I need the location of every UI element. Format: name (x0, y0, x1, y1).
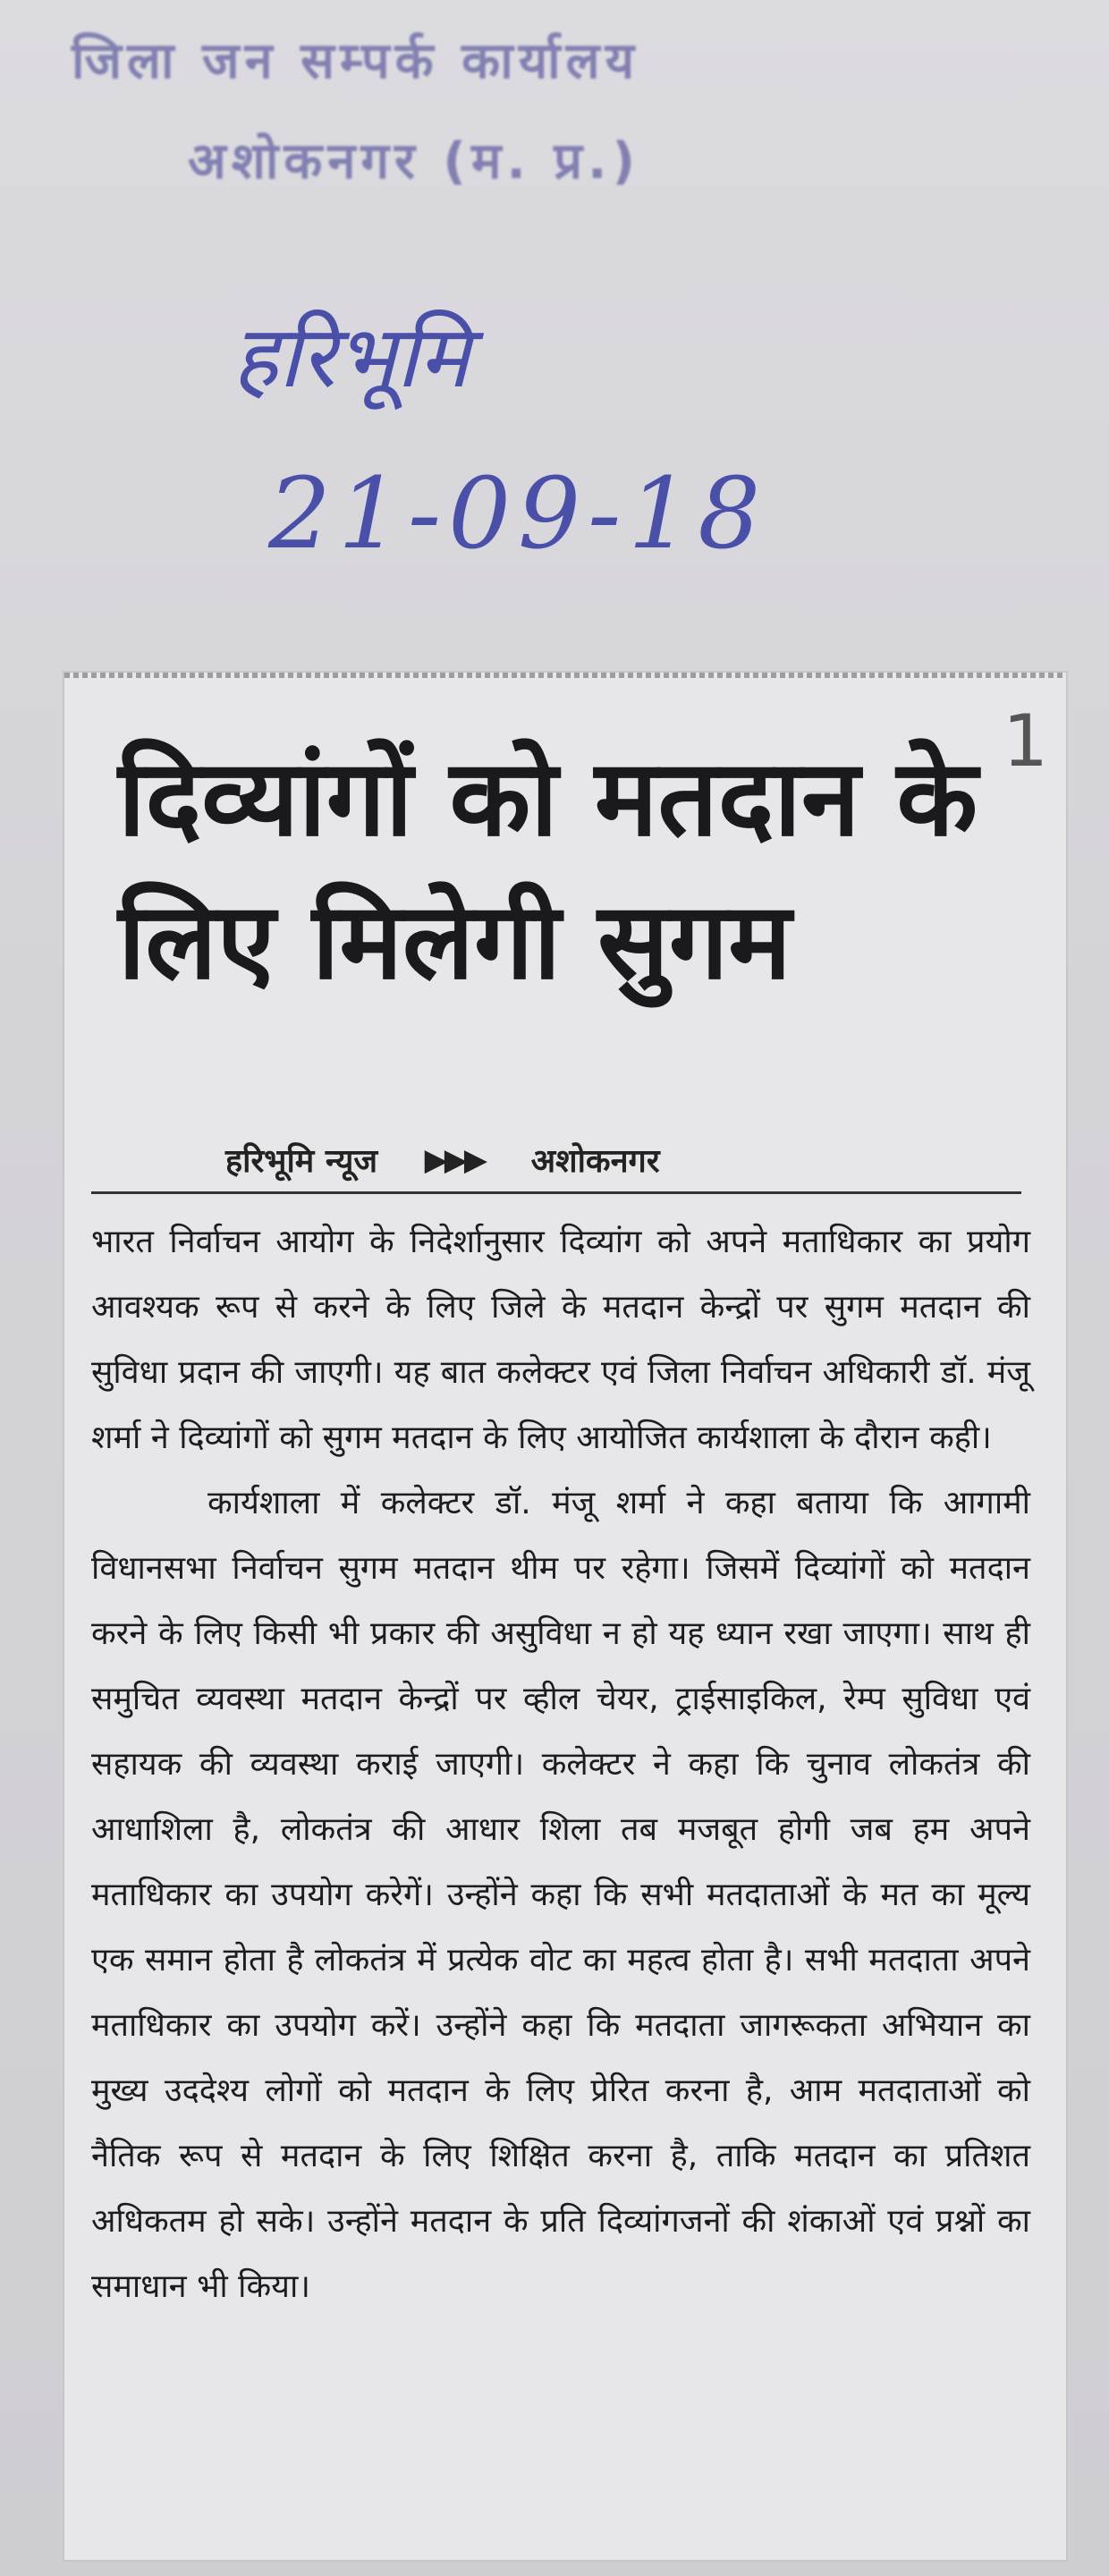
stamp-line-city: अशोकनगर (म. प्र.) (188, 132, 640, 191)
article-body (91, 1209, 1030, 2319)
handwritten-date: 21-09-18 (268, 456, 768, 571)
torn-edge (64, 673, 1066, 678)
handwritten-newspaper-name: हरिभूमि (233, 307, 470, 407)
byline-location: अशोकनगर (530, 1143, 660, 1180)
byline-separator: ▶▶▶ (424, 1141, 485, 1178)
newspaper-clipping (64, 673, 1066, 2560)
article-paragraph-1: भारत निर्वाचन आयोग के निदेर्शानुसार दिव्यांग को अपने मताधिकार का प्रयोग आवश्यक रूप से करने के लिए जिले के मतदान केन्द्रों पर सुगम मतदान की सुविधा प्रदान की जाएगी। यह बात कलेक्टर एवं जिला निर्वाचन अधिकारी डॉ. मंजू शर्मा ने दिव्यांगों को सुगम मतदान के लिए आयोजित कार्यशाला के दौरान कही। (91, 1224, 1030, 1456)
byline (225, 1138, 1030, 1182)
headline: दिव्यांगों को मतदान के लिए मिलेगी सुगम (118, 736, 978, 1003)
office-stamp (63, 9, 868, 191)
byline-source: हरिभूमि न्यूज (225, 1143, 378, 1180)
stamp-line-office: जिला जन सम्पर्क कार्यालय (72, 32, 640, 90)
byline-divider (91, 1191, 1021, 1194)
corner-mark: 1 (1003, 699, 1048, 783)
article-paragraph-2: कार्यशाला में कलेक्टर डॉ. मंजू शर्मा ने कहा बताया कि आगामी विधानसभा निर्वाचन सुगम मतदान थीम पर रहेगा। जिसमें दिव्यांगों को मतदान करने के लिए किसी भी प्रकार की असुविधा न हो यह ध्यान रखा जाएगा। साथ ही समुचित व्यवस्था मतदान केन्द्रों पर व्हील चेयर, ट्राईसाइकिल, रेम्प सुविधा एवं सहायक की व्यवस्था कराई जाएगी। कलेक्टर ने कहा कि चुनाव लोकतंत्र की आधाशिला है, लोकतंत्र की आधार शिला तब मजबूत होगी जब हम अपने मताधिकार का उपयोग करेगें। उन्होंने कहा कि सभी मतदाताओं के मत का मूल्य एक समान होता है लोकतंत्र में प्रत्येक वोट का महत्व होता है। सभी मतदाता अपने मताधिकार का उपयोग करें। उन्होंने कहा कि मतदाता जागरूकता अभियान का मुख्य उददेश्य लोगों को मतदान के लिए प्रेरित करना है, आम मतदाताओं को नैतिक रूप से मतदान के लिए शिक्षित करना है, ताकि मतदान का प्रतिशत अधिकतम हो सके। उन्होंने मतदान के प्रति दिव्यांगजनों की शंकाओं एवं प्रश्नों का समाधान भी किया। (91, 1485, 1030, 2305)
